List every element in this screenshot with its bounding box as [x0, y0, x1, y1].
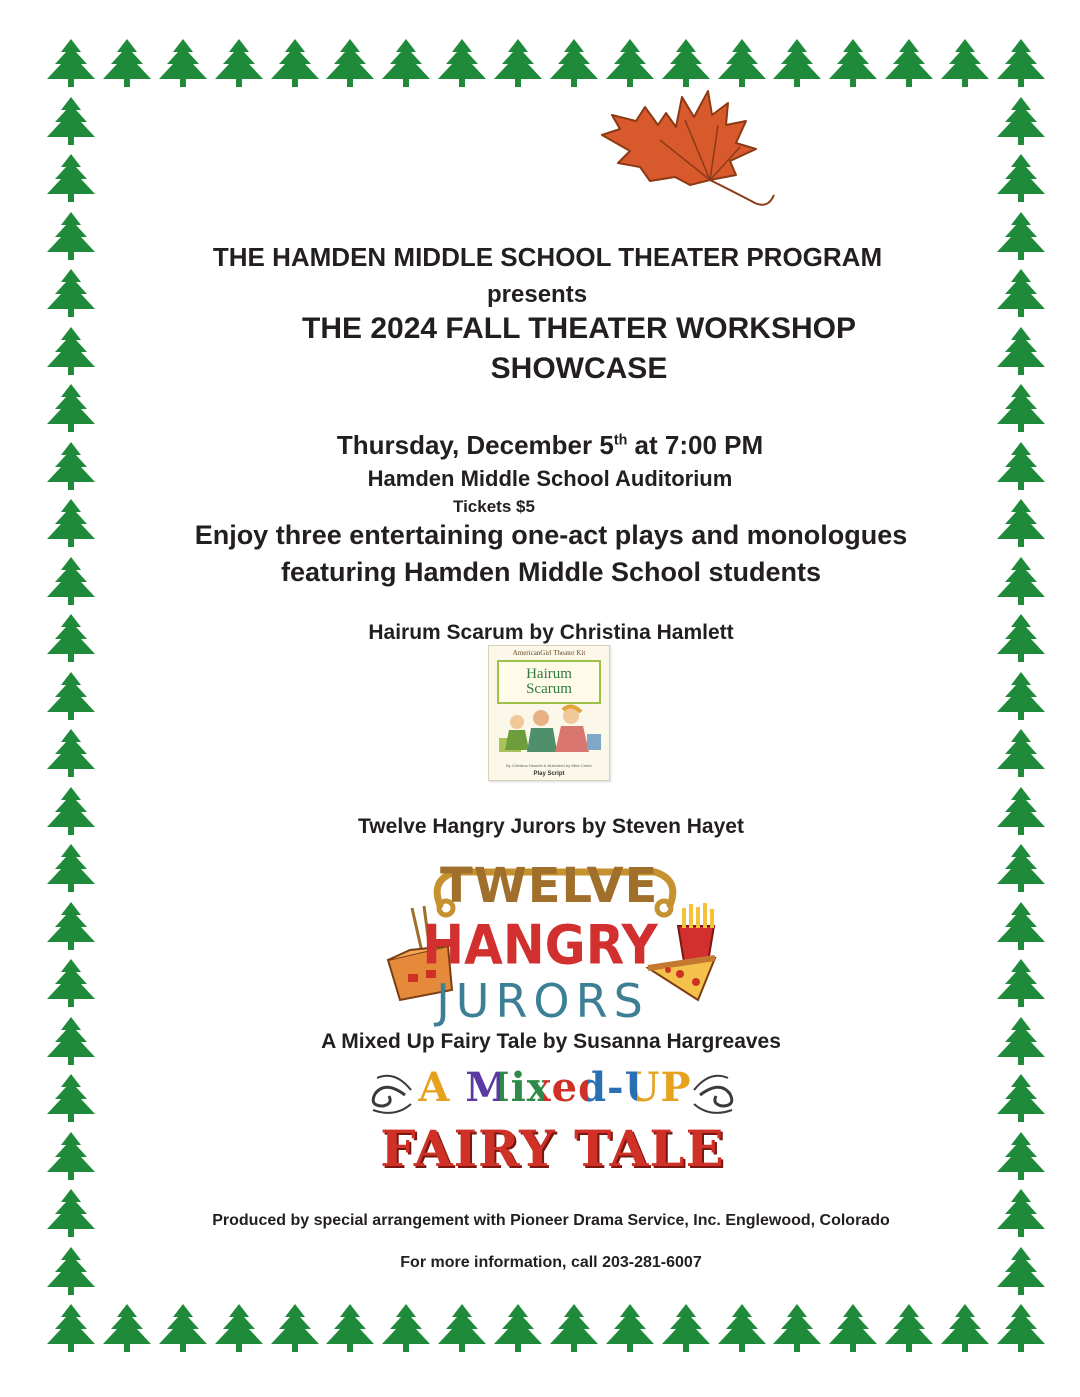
tree-icon [269, 1303, 321, 1353]
play-heading-mixed-up-fairy-tale: A Mixed Up Fairy Tale by Susanna Hargreaves [321, 1030, 781, 1053]
tree-icon [995, 38, 1047, 88]
event-date-time: at 7:00 PM [627, 430, 764, 460]
logo-jurors-text: JURORS [436, 974, 649, 1028]
tree-icon [660, 38, 712, 88]
tree-icon [995, 383, 1047, 433]
tree-icon [157, 38, 209, 88]
tree-icon [157, 1303, 209, 1353]
tree-icon [995, 728, 1047, 778]
tree-icon [995, 901, 1047, 951]
tree-icon [716, 1303, 768, 1353]
book-series: AmericanGirl Theater Kit [512, 649, 586, 657]
tree-icon [939, 1303, 991, 1353]
tree-icon [213, 38, 265, 88]
tree-icon [213, 1303, 265, 1353]
tree-icon [269, 38, 321, 88]
logo-mixed-up-line: A Mixed-UP [418, 1064, 692, 1111]
logo-hangry-text: HANGRY [422, 913, 658, 977]
tree-icon [45, 1303, 97, 1353]
tree-icon [324, 38, 376, 88]
tree-icon [45, 38, 97, 88]
footer-contact: For more information, call 203-281-6007 [400, 1254, 702, 1271]
tree-icon [45, 1073, 97, 1123]
tree-icon [492, 38, 544, 88]
ticket-price: Tickets $5 [453, 497, 535, 516]
tree-icon [548, 1303, 600, 1353]
tree-icon [604, 1303, 656, 1353]
tree-icon [101, 1303, 153, 1353]
tree-icon [492, 1303, 544, 1353]
tree-icon [660, 1303, 712, 1353]
tree-icon [995, 1073, 1047, 1123]
tree-icon [548, 38, 600, 88]
tree-icon [883, 38, 935, 88]
tree-icon [101, 38, 153, 88]
tree-icon [771, 1303, 823, 1353]
book-byline: By Christina Hamlett & Illustrated by Mike Carter [506, 763, 592, 768]
event-date-suffix: th [613, 432, 628, 449]
tree-icon [45, 728, 97, 778]
event-venue: Hamden Middle School Auditorium [367, 466, 733, 491]
tree-icon [883, 1303, 935, 1353]
tree-icon [995, 958, 1047, 1008]
tree-icon [995, 96, 1047, 146]
book-title-line2: Scarum [526, 681, 572, 697]
tree-icon [939, 38, 991, 88]
program-heading: THE HAMDEN MIDDLE SCHOOL THEATER PROGRAM [212, 242, 883, 272]
tree-icon [380, 38, 432, 88]
tree-icon [995, 153, 1047, 203]
tree-icon [995, 1303, 1047, 1353]
tree-icon [45, 901, 97, 951]
logo-twelve-text: TWELVE [440, 858, 659, 914]
logo-fairy-tale-text: FAIRY TALE [380, 1119, 725, 1178]
tagline-line1: Enjoy three entertaining one-act plays and monologues [194, 520, 908, 550]
tree-icon [995, 671, 1047, 721]
play-heading-twelve-hangry-jurors: Twelve Hangry Jurors by Steven Hayet [358, 815, 744, 838]
play-heading-hairum-scarum: Hairum Scarum by Christina Hamlett [368, 621, 734, 644]
book-format: Play Script [533, 771, 565, 777]
maple-leaf-icon [590, 85, 790, 215]
logo-mixed-up-text [415, 1063, 695, 1113]
tree-icon [45, 958, 97, 1008]
book-title-line1: Hairum [526, 666, 572, 682]
tree-icon [45, 843, 97, 893]
tree-icon [995, 1131, 1047, 1181]
book-illustration [495, 704, 605, 754]
tree-icon [436, 1303, 488, 1353]
tree-icon [45, 153, 97, 203]
tree-icon [436, 38, 488, 88]
tree-icon [45, 1131, 97, 1181]
tagline-line2: featuring Hamden Middle School students [280, 557, 822, 587]
tree-icon [995, 268, 1047, 318]
footer-credit: Produced by special arrangement with Pioneer Drama Service, Inc. Englewood, Colorado [212, 1212, 890, 1229]
presents-label: presents [487, 281, 588, 308]
tree-icon [604, 38, 656, 88]
tree-icon [771, 38, 823, 88]
event-date-day: Thursday, December 5 [336, 430, 614, 460]
tree-icon [324, 1303, 376, 1353]
event-title-line2: SHOWCASE [490, 352, 668, 385]
tree-icon [827, 38, 879, 88]
event-title-line1: THE 2024 FALL THEATER WORKSHOP [302, 312, 856, 345]
tree-icon [716, 38, 768, 88]
tree-icon [45, 671, 97, 721]
event-date [0, 430, 1080, 461]
tree-icon [380, 1303, 432, 1353]
tree-icon [827, 1303, 879, 1353]
tree-icon [45, 268, 97, 318]
hairum-scarum-book-cover [488, 645, 610, 781]
tree-icon [45, 96, 97, 146]
tree-icon [45, 383, 97, 433]
tree-icon [995, 843, 1047, 893]
